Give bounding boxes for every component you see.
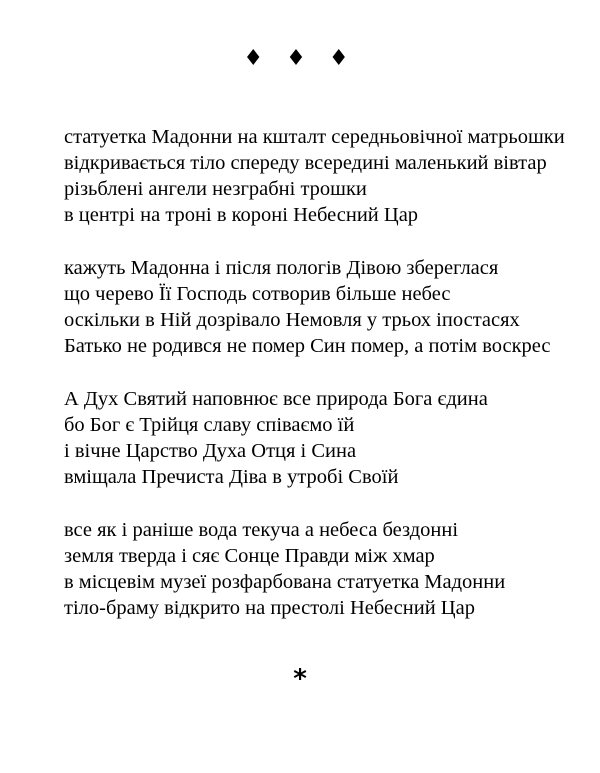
poem-line: різьблені ангели незграбні трошки [64,178,367,200]
poem-line: оскільки в Ній дозрівало Немовля у трьох іпостасях [64,309,520,331]
stanza-2 [64,255,594,359]
stanza-4 [64,517,594,621]
poem-line: відкривається тіло спереду всередині маленький вівтар [64,152,547,174]
poem-line: в місцевім музеї розфарбована статуетка Мадонни [64,571,506,593]
poem-text [64,124,594,648]
section-separator-asterisk: * [293,664,307,694]
poem-line: в центрі на троні в короні Небесний Цар [64,204,419,226]
poem-line: і вічне Царство Духа Отця і Сина [64,440,357,462]
poem-line: все як і раніше вода текуча а небеса бездонні [64,519,459,541]
poem-line: статуетка Мадонни на кшталт середньовічної матрьошки [64,126,565,148]
poem-line: тіло-браму відкрито на престолі Небесний Цар [64,597,475,619]
poem-line: бо Бог є Трійця славу співаємо їй [64,414,355,436]
poem-line: вміщала Пречиста Діва в утробі Своїй [64,466,399,488]
stanza-3 [64,386,594,490]
poem-line: Батько не родився не помер Син помер, а потім воскрес [64,335,551,357]
poem-line: що черево Її Господь сотворив більше небес [64,283,451,305]
stanza-1 [64,124,594,228]
poem-line: кажуть Мадонна і після пологів Дівою збереглася [64,257,499,279]
poem-line: А Дух Святий наповнює все природа Бога єдина [64,388,488,410]
section-ornament: ♦ ♦ ♦ [243,46,357,71]
poem-line: земля тверда і сяє Сонце Правди між хмар [64,545,435,567]
